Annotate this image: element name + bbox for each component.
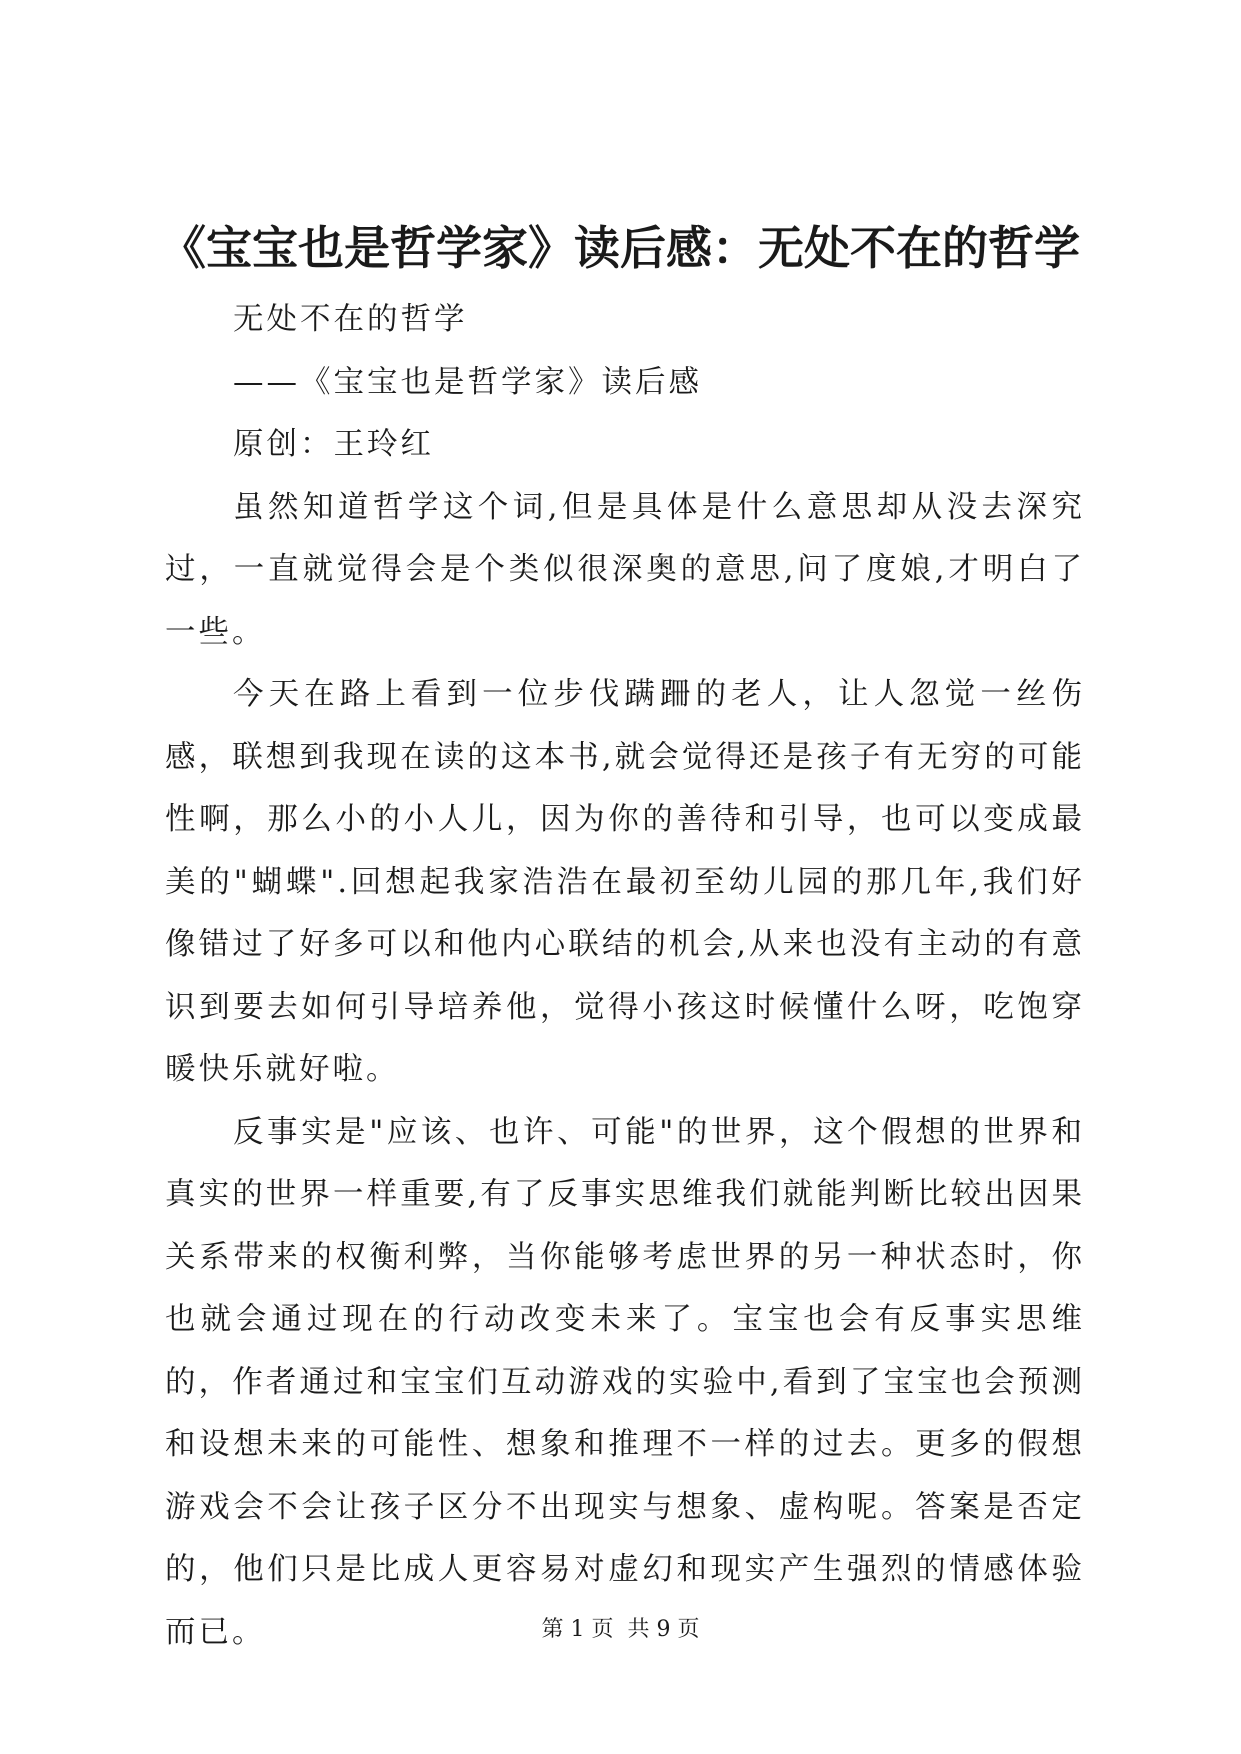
- author-line: 原创：王玲红: [233, 427, 434, 462]
- subtitle-line: 无处不在的哲学: [233, 302, 468, 337]
- document-body: [165, 289, 1085, 1664]
- paragraph: 今天在路上看到一位步伐蹒跚的老人，让人忽觉一丝伤感，联想到我现在读的这本书,就会觉得还是孩子有无穷的可能性啊，那么小的小人儿，因为你的善待和引导，也可以变成最美的"蝴蝶".回想起我家浩浩在最初至幼儿园的那几年,我们好像错过了好多可以和他内心联结的机会,从来也没有主动的有意识到要去如何引导培养他，觉得小孩这时候懂什么呀，吃饱穿暖快乐就好啦。: [165, 677, 1085, 1087]
- document-title: 《宝宝也是哲学家》读后感：无处不在的哲学: [160, 221, 1080, 275]
- page-number: 第 1 页 共 9 页: [541, 1617, 700, 1642]
- page-footer: [0, 1615, 1241, 1645]
- subtitle-byline: ——《宝宝也是哲学家》读后感: [233, 364, 702, 400]
- paragraph: 虽然知道哲学这个词,但是具体是什么意思却从没去深究过，一直就觉得会是个类似很深奥的意思,问了度娘,才明白了一些。: [165, 489, 1085, 650]
- paragraph: 反事实是"应该、也许、可能"的世界，这个假想的世界和真实的世界一样重要,有了反事实思维我们就能判断比较出因果关系带来的权衡利弊，当你能够考虑世界的另一种状态时，你也就会通过现在的行动改变未来了。宝宝也会有反事实思维的，作者通过和宝宝们互动游戏的实验中,看到了宝宝也会预测和设想未来的可能性、想象和推理不一样的过去。更多的假想游戏会不会让孩子区分不出现实与想象、虚构呢。答案是否定的，他们只是比成人更容易对虚幻和现实产生强烈的情感体验而已。: [165, 1114, 1085, 1650]
